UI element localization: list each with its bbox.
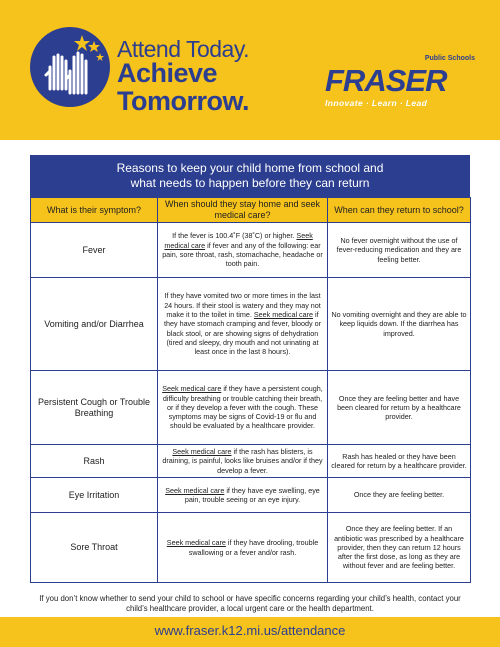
symptom-cell: Sore Throat <box>31 513 158 583</box>
table-row <box>31 223 471 278</box>
symptom-cell: Eye Irritation <box>31 478 158 513</box>
stay-home-cell <box>158 223 328 278</box>
district-slogan: Innovate · Learn · Lead <box>325 98 428 108</box>
seek-medical-care-link[interactable]: Seek medical care <box>164 231 313 250</box>
symptom-cell: Fever <box>31 223 158 278</box>
district-small: Public Schools <box>424 55 475 62</box>
footer-url-link[interactable]: www.fraser.k12.mi.us/attendance <box>154 623 346 638</box>
footnote: If you don’t know whether to send your child to school or have specific concerns regarding your child’s health, contact your child’s healthcare provider, a local urgent care or the health department. <box>39 594 461 613</box>
tagline-line3: Tomorrow. <box>117 86 249 116</box>
table-row <box>31 478 471 513</box>
symptom-card <box>30 155 470 588</box>
stay-home-text: if they have drooling, trouble swallowing or a fever and/or rash. <box>188 538 319 557</box>
table-header-row <box>31 198 471 223</box>
return-cell: Once they are feeling better and have been cleared for return by a healthcare provider. <box>328 371 471 445</box>
symptom-cell: Rash <box>31 445 158 478</box>
seek-medical-care-link[interactable]: Seek medical care <box>165 485 225 495</box>
tagline-line2: Achieve <box>117 58 218 88</box>
stay-home-text: If the fever is 100.4˚F (38˚C) or higher. <box>172 231 295 241</box>
stay-home-cell <box>158 478 328 513</box>
table-row <box>31 513 471 583</box>
stay-home-text: if they have eye swelling, eye pain, trouble seeing or an eye injury. <box>184 485 320 504</box>
return-cell: Once they are feeling better. If an antibiotic was prescribed by a healthcare provider, then they can return 12 hours after the first dose, as long as they are without fever and are feeling better. <box>328 513 471 583</box>
table-row <box>31 445 471 478</box>
table-row <box>31 371 471 445</box>
card-title-line2: what needs to happen before they can return <box>130 176 370 190</box>
stay-home-text: if they have a persistent cough, difficulty breathing or trouble catching their breath, or if they develop a fever with the cough. These symptoms may be signs of Covid-19 or flu and should be evaluated by a healthcare provider. <box>162 384 323 431</box>
seek-medical-care-link[interactable]: Seek medical care <box>172 447 232 457</box>
table-row <box>31 278 471 371</box>
return-cell: No fever overnight without the use of fever-reducing medication and they are feeling better. <box>328 223 471 278</box>
symptom-cell: Persistent Cough or Trouble Breathing <box>31 371 158 445</box>
seek-medical-care-link[interactable]: Seek medical care <box>166 538 226 548</box>
stay-home-text: If they have vomited two or more times in the last 24 hours. If their stool is watery and they may not make it to the toilet in time. <box>164 291 321 320</box>
stay-home-cell <box>158 278 328 371</box>
stay-home-cell <box>158 513 328 583</box>
return-cell: No vomiting overnight and they are able to keep liquids down. If the diarrhea has improved. <box>328 278 471 371</box>
seek-medical-care-link[interactable]: Seek medical care <box>162 384 222 394</box>
stay-home-cell <box>158 445 328 478</box>
header-band <box>0 0 500 140</box>
stay-home-text: if they have stomach cramping and fever, bloody or black stool, or are showing signs of dehydration (tired and sleepy, dry mouth and not urinating at least once in the last 8 hours). <box>163 310 321 357</box>
stay-home-text: if fever and any of the following: ear pain, sore throat, rash, stomachache, headache or tooth pain. <box>162 240 323 269</box>
attendance-logo <box>30 27 110 107</box>
symptom-table <box>30 197 471 583</box>
card-title-line1: Reasons to keep your child home from school and <box>116 161 384 175</box>
header-stay-home: When should they stay home and seek medical care? <box>158 198 328 223</box>
seek-medical-care-link[interactable]: Seek medical care <box>253 310 314 320</box>
header-symptom: What is their symptom? <box>31 198 158 223</box>
card-title <box>30 155 470 197</box>
tagline-line1: Attend Today. <box>117 36 250 62</box>
return-cell: Once they are feeling better. <box>328 478 471 513</box>
header-return: When can they return to school? <box>328 198 471 223</box>
stay-home-cell <box>158 371 328 445</box>
stay-home-text: if the rash has blisters, is draining, is painful, looks like bruises and/or if they develop a fever. <box>162 447 323 475</box>
district-name: FRASER <box>325 63 447 98</box>
symptom-cell: Vomiting and/or Diarrhea <box>31 278 158 371</box>
return-cell: Rash has healed or they have been cleared for return by a healthcare provider. <box>328 445 471 478</box>
footer-band <box>0 617 500 647</box>
district-logo <box>325 55 475 115</box>
